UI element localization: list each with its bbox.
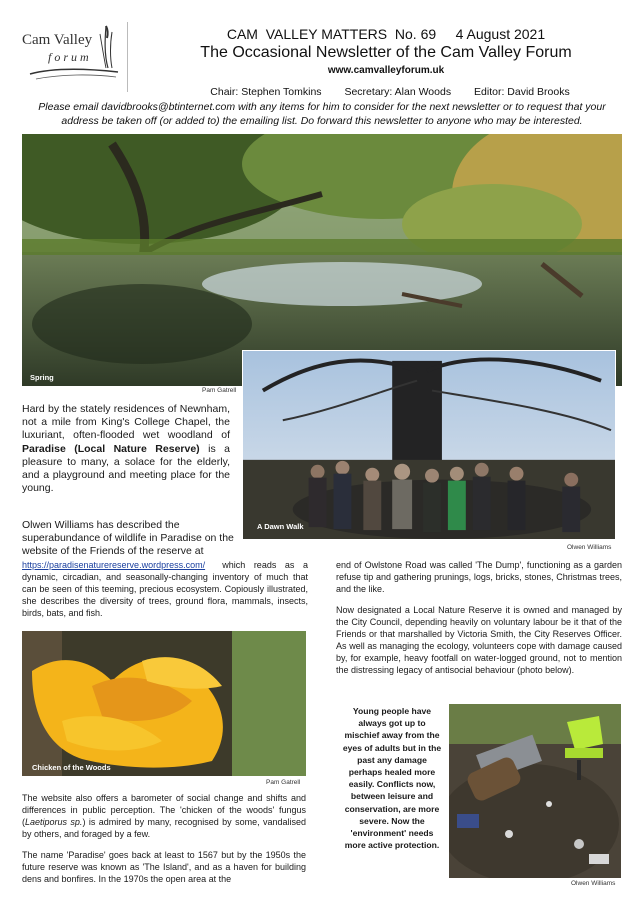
spring-photo-credit: Pam Gatrell bbox=[202, 387, 237, 394]
issue-line: CAM VALLEY MATTERS No. 69 4 August 2021 bbox=[226, 26, 546, 42]
friends-website-link[interactable]: https://paradisenaturereserve.wordpress.com/ bbox=[22, 560, 206, 570]
chicken-of-the-woods-photo bbox=[22, 631, 306, 776]
reed-logo-icon bbox=[22, 24, 124, 86]
paradise-lnr: Paradise (Local Nature Reserve) bbox=[22, 442, 200, 455]
paragraph-lnr-management: Now designated a Local Nature Reserve it is owned and managed by the City Council, depending heavily on voluntary labour be it that of the Friends or that marshalled by Victoria Smith, the City Reserves Officer. As well as managing the ecology, volunteers cope with damage caused by, for example, heavy footfall on water-logged ground, not to mention the distressing legacy of antisocial behaviour (photo below). bbox=[336, 605, 622, 675]
spring-photo bbox=[22, 134, 622, 386]
secretary: Secretary: Alan Woods bbox=[344, 86, 452, 98]
cam-valley-forum-logo bbox=[22, 24, 124, 86]
chicken-photo-label: Chicken of the Woods bbox=[32, 763, 111, 772]
paragraph-dump: end of Owlstone Road was called 'The Dump', functioning as a garden refuse tip and gathering prunings, logs, bricks, stones, Christmas trees, and the like. bbox=[336, 560, 622, 594]
email-notice: Please email davidbrooks@btinternet.com with any items for him to consider for the next newsletter or to request that your address be taken off (or added to) the emailing list. Do forward this newsletter to anyone who may be interested. bbox=[38, 101, 606, 127]
paragraph-website-cont: https://paradisenaturereserve.wordpress.com/ which reads as a dynamic, circadian, and seasonally-changing inventory of much that can be seen of this teeming, precious ecosystem. Copiously illustrated, she describes the diversity of trees, ground flora, mammals, insects, birds, bats, and fish. bbox=[22, 560, 308, 618]
paragraph-barometer: The website also offers a barometer of social change and shifts and differences in public perception. The 'chicken of the woods' fungus (Laetiporus sp.) is admired by many, recognised by some, vandalised by others, and foraged by a few. bbox=[22, 793, 306, 839]
paragraph-website: Olwen Williams has described the superabundance of wildlife in Paradise on the website of the Friends of the reserve at bbox=[22, 519, 234, 558]
editor: Editor: David Brooks bbox=[474, 86, 570, 98]
newsletter-subtitle: The Occasional Newsletter of the Cam Valley Forum bbox=[200, 44, 572, 61]
paragraph-mischief: Young people have always got up to mischief away from the eyes of adults but in the past any damage perhaps healed more easily. Conflicts now, between leisure and conservation, are more severe. Now the 'environment' needs more active protection. bbox=[342, 706, 442, 851]
paragraph-intro: Hard by the stately residences of Newnham, not a mile from King's College Chapel, the luxuriant, often-flooded wet woodland of Paradise (Local Nature Reserve) is a pleasure to many, a solace for the elderly, and a playground and meeting place for the young. bbox=[22, 403, 230, 495]
spring-photo-label: Spring bbox=[30, 373, 54, 382]
antisocial-damage-photo bbox=[449, 704, 621, 878]
dawn-walk-credit: Olwen Williams bbox=[567, 544, 612, 551]
dawn-walk-photo bbox=[242, 350, 616, 540]
paragraph-name-history: The name 'Paradise' goes back at least to 1567 but by the 1950s the future reserve was known as 'The Island', and as a haven for building dens and bonfires. In the 1970s the open area at the bbox=[22, 850, 306, 884]
logo-sub: forum bbox=[48, 50, 92, 64]
logo-divider bbox=[127, 22, 128, 92]
dawn-walk-label: A Dawn Walk bbox=[257, 522, 304, 531]
website-link[interactable]: www.camvalleyforum.uk bbox=[327, 65, 445, 76]
logo-name: Cam Valley bbox=[22, 32, 93, 48]
dump-photo-credit: Olwen Williams bbox=[571, 880, 616, 887]
chicken-photo-credit: Pam Gatrell bbox=[266, 779, 301, 786]
officers-line bbox=[150, 86, 630, 98]
chair: Chair: Stephen Tomkins bbox=[210, 86, 322, 98]
